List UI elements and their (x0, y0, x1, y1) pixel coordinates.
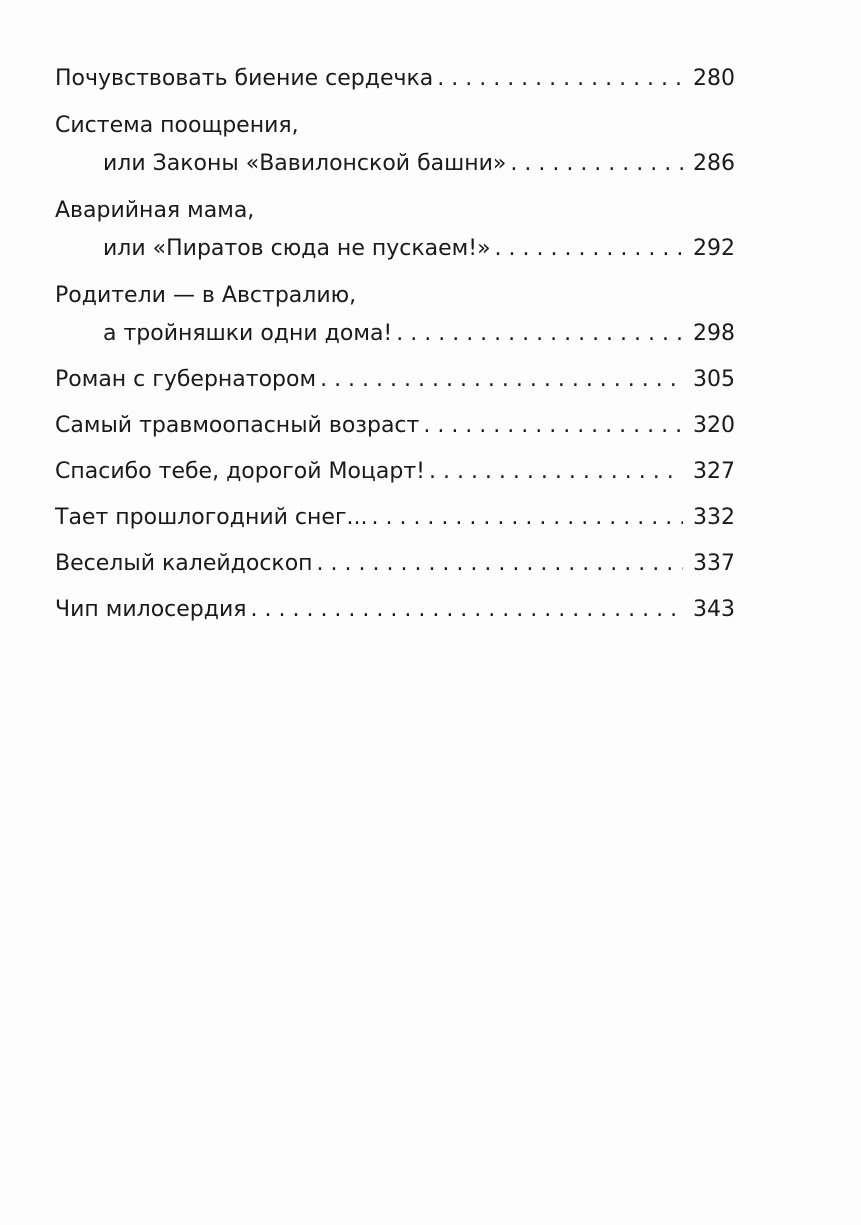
leader-dots (396, 315, 683, 353)
toc-entry-title: Роман с губернатором (55, 367, 317, 392)
toc-entry-title: Веселый калейдоскоп (55, 551, 313, 576)
toc-entry-title: Тает прошлогодний снег... (55, 505, 368, 530)
leader-dots (510, 145, 683, 183)
leader-dots (495, 230, 683, 268)
leader-dots (437, 60, 683, 98)
toc-entry[interactable] (55, 361, 735, 399)
toc-entry[interactable] (55, 499, 735, 537)
toc-page-number: 343 (693, 597, 735, 622)
toc-entry-title: Аварийная мама, (55, 198, 255, 223)
toc-entry[interactable] (55, 407, 735, 445)
toc-page-number: 305 (693, 367, 735, 392)
toc-entry[interactable] (55, 192, 735, 268)
toc-entry[interactable] (55, 591, 735, 629)
toc-entry[interactable] (55, 545, 735, 583)
toc-entry-title: Почувствовать биение сердечка (55, 66, 434, 91)
leader-dots (371, 499, 683, 537)
toc-page-number: 327 (693, 459, 735, 484)
leader-dots (317, 545, 683, 583)
toc-entry-subtitle: или «Пиратов сюда не пускаем!» (103, 236, 491, 261)
toc-page-number: 292 (693, 236, 735, 261)
toc-page-number: 286 (693, 151, 735, 176)
toc-entry-subtitle: или Законы «Вавилонской башни» (103, 151, 507, 176)
toc-entry-title: Чип милосердия (55, 597, 247, 622)
table-of-contents (55, 60, 735, 637)
toc-page-number: 298 (693, 321, 735, 346)
leader-dots (429, 453, 683, 491)
toc-entry-title: Родители — в Австралию, (55, 283, 357, 308)
leader-dots (320, 361, 683, 399)
toc-entry[interactable] (55, 60, 735, 98)
toc-entry[interactable] (55, 107, 735, 183)
toc-page-number: 320 (693, 413, 735, 438)
leader-dots (251, 591, 683, 629)
toc-entry-title: Самый травмоопасный возраст (55, 413, 420, 438)
toc-entry-title: Спасибо тебе, дорогой Моцарт! (55, 459, 425, 484)
toc-entry-subtitle: а тройняшки одни дома! (103, 321, 393, 346)
toc-entry-title: Система поощрения, (55, 113, 299, 138)
leader-dots (423, 407, 683, 445)
toc-entry[interactable] (55, 453, 735, 491)
toc-entry[interactable] (55, 277, 735, 353)
toc-page-number: 332 (693, 505, 735, 530)
toc-page-number: 280 (693, 66, 735, 91)
toc-page-number: 337 (693, 551, 735, 576)
